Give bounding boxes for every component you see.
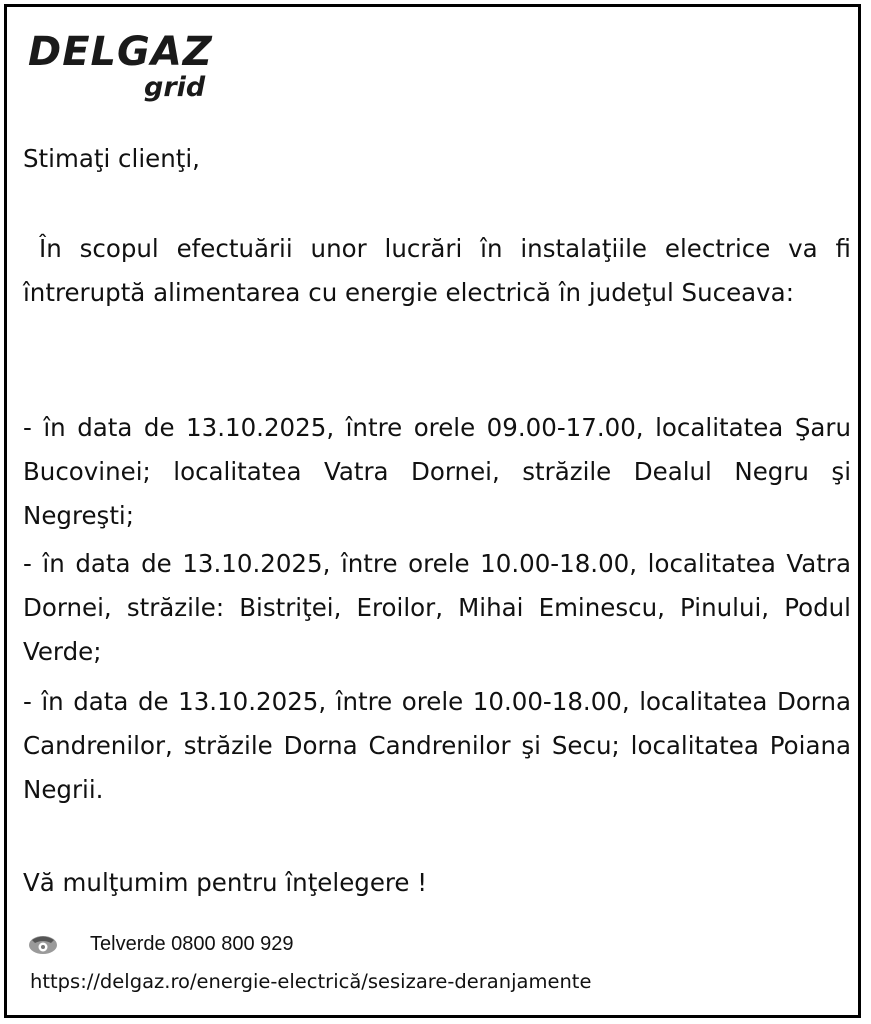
website-link[interactable]: https://delgaz.ro/energie-electrică/sesizare-deranjamente (30, 970, 592, 993)
thanks-line: Vă mulţumim pentru înţelegere ! (23, 868, 428, 897)
telephone-icon (28, 933, 58, 955)
phone-row (28, 928, 294, 960)
outage-item: - în data de 13.10.2025, între orele 09.00-17.00, localitatea Şaru Bucovinei; localitatea Vatra Dornei, străzile Dealul Negru şi Negreşti; (23, 413, 851, 530)
outage-item: - în data de 13.10.2025, între orele 10.00-18.00, localitatea Dorna Candrenilor, străzile Dorna Candrenilor şi Secu; localitatea Poiana Negrii. (23, 687, 851, 804)
phone-number: Telverde 0800 800 929 (90, 932, 294, 955)
logo-sub: grid (144, 72, 206, 103)
outage-item: - în data de 13.10.2025, între orele 10.00-18.00, localitatea Vatra Dornei, străzile: Bistriţei, Eroilor, Mihai Eminescu, Pinului, Podul Verde; (23, 549, 851, 666)
greeting: Stimaţi clienţi, (23, 144, 200, 173)
delgaz-logo (24, 28, 224, 108)
intro-paragraph: În scopul efectuării unor lucrări în instalaţiile electrice va fi întreruptă alimentarea cu energie electrică în judeţul Suceava: (23, 234, 851, 307)
logo-brand: DELGAZ (28, 29, 213, 75)
